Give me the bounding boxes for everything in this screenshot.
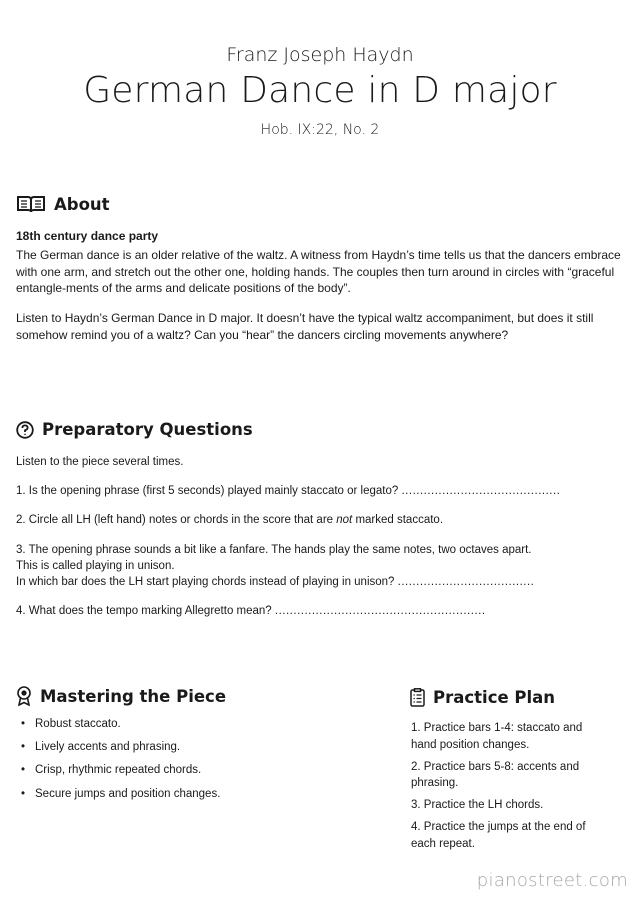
about-heading-label: About bbox=[54, 194, 110, 214]
mastering-heading-label: Mastering the Piece bbox=[40, 686, 227, 706]
question-1 bbox=[16, 483, 628, 499]
question-2-text-b: marked staccato. bbox=[352, 514, 444, 526]
question-2 bbox=[16, 512, 628, 528]
practice-plan-list bbox=[411, 720, 611, 858]
list-item: 1. Practice bars 1-4: staccato and hand position changes. bbox=[411, 722, 583, 751]
award-ribbon-icon bbox=[16, 686, 32, 706]
question-1-text: 1. Is the opening phrase (first 5 seconds) played mainly staccato or legato? bbox=[16, 485, 399, 497]
brand-footer: pianostreet.com bbox=[476, 870, 628, 891]
about-paragraph-1: The German dance is an older relative of the waltz. A witness from Haydn’s time tells us that the dancers embrace with one arm, and stretch out the other one, holding hands. The couples then turn around in circles with “graceful entangle-ments of the arms and delicate positions of the body”. bbox=[16, 248, 621, 295]
about-paragraph-2: Listen to Haydn’s German Dance in D major. It doesn’t have the typical waltz accompaniment, but does it still somehow remind you of a waltz? Can you “hear” the dancers circling movements anywhere? bbox=[16, 311, 594, 342]
about-heading bbox=[16, 194, 110, 214]
preparatory-heading-label: Preparatory Questions bbox=[42, 420, 253, 439]
mastering-heading bbox=[16, 686, 226, 706]
question-3 bbox=[16, 542, 628, 590]
answer-line-3[interactable]: ..................................... bbox=[397, 576, 535, 588]
preparatory-intro: Listen to the piece several times. bbox=[16, 456, 184, 468]
page-title: German Dance in D major bbox=[83, 70, 557, 111]
question-3-line-2: This is called playing in unison. bbox=[16, 560, 175, 572]
mastering-list bbox=[16, 716, 376, 809]
list-item: 2. Practice bars 5-8: accents and phrasing. bbox=[411, 760, 580, 789]
question-3-text: In which bar does the LH start playing chords instead of playing in unison? bbox=[16, 576, 395, 588]
question-circle-icon bbox=[16, 421, 34, 439]
question-3-line-3 bbox=[16, 574, 628, 590]
book-icon bbox=[16, 194, 46, 214]
checklist-icon bbox=[410, 688, 425, 707]
practice-plan-heading bbox=[410, 688, 555, 707]
answer-line-4[interactable]: ......................................................... bbox=[274, 605, 486, 617]
question-3-line-1: 3. The opening phrase sounds a bit like a fanfare. The hands play the same notes, two octaves apart. bbox=[16, 544, 532, 556]
answer-line-1[interactable]: ........................................... bbox=[401, 485, 561, 497]
list-item: • Crisp, rhythmic repeated chords. bbox=[21, 764, 202, 777]
catalog-number: Hob. IX:22, No. 2 bbox=[260, 122, 380, 138]
question-2-text-a: 2. Circle all LH (left hand) notes or chords in the score that are bbox=[16, 514, 337, 526]
question-2-emphasis: not bbox=[336, 514, 353, 526]
list-item: 4. Practice the jumps at the end of each repeat. bbox=[411, 821, 586, 850]
question-4 bbox=[16, 603, 628, 619]
list-item: • Robust staccato. bbox=[21, 718, 121, 730]
list-item: • Lively accents and phrasing. bbox=[21, 741, 181, 754]
composer-name: Franz Joseph Haydn bbox=[226, 44, 414, 66]
question-4-text: 4. What does the tempo marking Allegretto mean? bbox=[16, 605, 272, 617]
list-item: • Secure jumps and position changes. bbox=[21, 787, 221, 800]
about-subheading: 18th century dance party bbox=[16, 229, 159, 243]
practice-plan-heading-label: Practice Plan bbox=[433, 688, 556, 707]
list-item: 3. Practice the LH chords. bbox=[411, 799, 544, 811]
preparatory-heading bbox=[16, 420, 253, 439]
